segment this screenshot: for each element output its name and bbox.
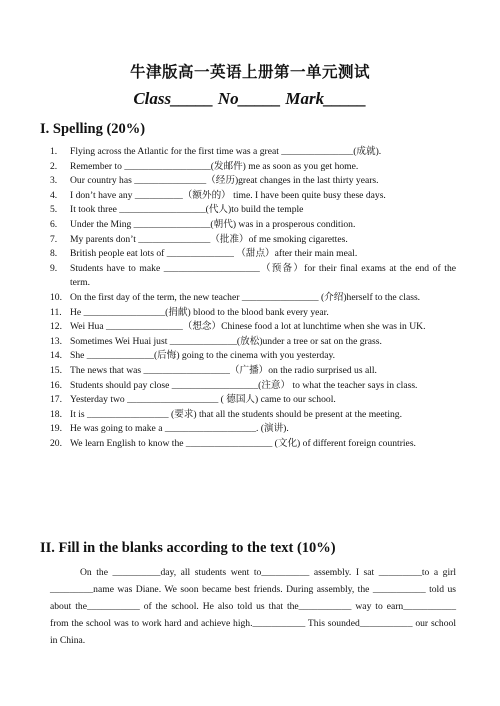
spelling-question <box>50 335 456 350</box>
spelling-question <box>50 349 456 364</box>
question-number: 18. <box>50 408 62 420</box>
spelling-question <box>50 160 456 175</box>
question-number: 14. <box>50 350 62 362</box>
question-text: Students should pay close __________________(注意） to what the teacher says in class. <box>70 379 418 391</box>
question-number: 19. <box>50 423 62 435</box>
document-title: 牛津版高一英语上册第一单元测试 <box>129 63 370 81</box>
question-text: On the first day of the term, the new teacher ________________ (介绍)herself to the class. <box>70 291 421 303</box>
question-text: He _________________(捐献) blood to the blood bank every year. <box>70 306 329 318</box>
spelling-question <box>50 306 456 321</box>
spelling-question <box>50 218 456 233</box>
question-number: 12. <box>50 321 62 333</box>
question-number: 16. <box>50 379 62 391</box>
question-number: 6. <box>50 218 58 230</box>
spelling-question <box>50 379 456 394</box>
question-text: Under the Ming ________________(朝代) was in a prosperous condition. <box>70 218 356 230</box>
question-text: Flying across the Atlantic for the first time was a great _______________(成就). <box>70 146 382 157</box>
question-text: Students have to make ____________________（预备）for their final exams at the end of the term. <box>70 262 456 289</box>
spelling-question <box>50 422 456 437</box>
question-text: He was going to make a ___________________. (演讲). <box>70 423 289 435</box>
question-text: British people eat lots of ______________ （甜点）after their main meal. <box>70 248 358 260</box>
question-text: I don’t have any __________（额外的） time. I have been quite busy these days. <box>70 189 386 201</box>
question-number: 8. <box>50 248 58 260</box>
question-number: 11. <box>50 306 62 318</box>
question-text: Wei Hua ________________（想念）Chinese food a lot at lunchtime when she was in UK. <box>70 321 426 333</box>
spelling-question <box>50 174 456 189</box>
question-text: Yesterday two ___________________ ( 德国人) came to our school. <box>70 394 336 406</box>
question-number: 9. <box>50 262 58 274</box>
spelling-question <box>50 291 456 306</box>
question-text: Sometimes Wei Huai just ______________(放松)under a tree or sat on the grass. <box>70 335 382 347</box>
question-number: 17. <box>50 394 62 406</box>
spelling-question <box>50 203 456 218</box>
question-number: 10. <box>50 291 62 303</box>
spelling-question <box>50 247 456 262</box>
question-number: 15. <box>50 364 62 376</box>
question-text: The news that was __________________（广播）on the radio surprised us all. <box>70 364 377 376</box>
question-text: Our country has _______________（经历)great changes in the last thirty years. <box>70 175 379 187</box>
question-number: 2. <box>50 160 58 172</box>
spelling-question-list <box>50 145 456 451</box>
spelling-question <box>50 145 456 160</box>
question-number: 13. <box>50 335 62 347</box>
question-number: 7. <box>50 233 58 245</box>
question-number: 20. <box>50 437 62 449</box>
spelling-question <box>50 233 456 248</box>
question-text: We learn English to know the __________________ (文化) of different foreign countries. <box>70 437 416 449</box>
question-number: 4. <box>50 189 58 201</box>
spelling-question <box>50 320 456 335</box>
question-number: 5. <box>50 204 58 216</box>
question-text: It took three __________________(代人)to build the temple <box>70 204 304 216</box>
fill-blanks-paragraph: On the __________day, all students went to__________ assembly. I sat _________to a girl _________name was Diane. We soon became best friends. During assembly, the ___________ told us about the___________ of the school. He also told us that the___________ way to earn___________ from the school was to work hard and achieve high.___________ This sounded___________ our school in China. <box>50 567 456 646</box>
class-number-mark-line: Class_____ No_____ Mark_____ <box>133 89 367 108</box>
question-text: Remember to __________________(发邮件) me as soon as you get home. <box>70 160 359 172</box>
spelling-question <box>50 189 456 204</box>
question-text: She ______________(后悔) going to the cinema with you yesterday. <box>70 350 336 362</box>
spelling-question <box>50 364 456 379</box>
question-number: 1. <box>50 146 58 157</box>
section-heading-fill-blanks: II. Fill in the blanks according to the text (10%) <box>40 540 336 556</box>
spelling-question <box>50 437 456 452</box>
spelling-question <box>50 408 456 423</box>
spelling-question <box>50 262 456 291</box>
question-number: 3. <box>50 175 58 187</box>
question-text: My parents don’t _______________（批准）of me smoking cigarettes. <box>70 233 348 245</box>
question-text: It is _________________ (要求) that all the students should be present at the meeting. <box>70 408 402 420</box>
section-heading-spelling: I. Spelling (20%) <box>40 121 146 137</box>
spelling-question <box>50 393 456 408</box>
